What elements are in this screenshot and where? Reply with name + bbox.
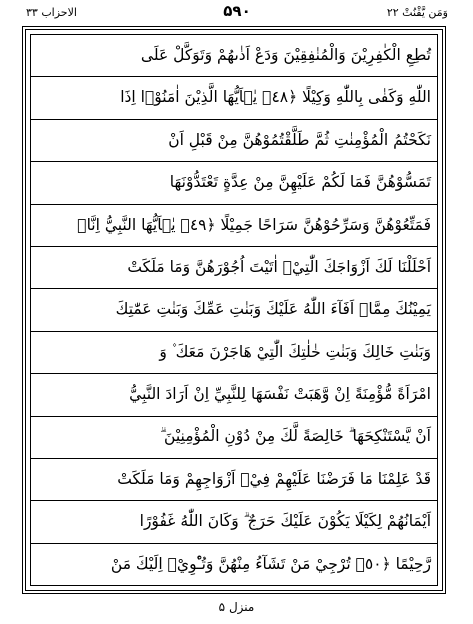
juz-name: وَمَن يَّقْنُتْ ٢٢ <box>386 6 448 19</box>
text-line: اللّٰهِ وَكَفٰى بِاللّٰهِ وَكِيْلًا ﴿٤٨﴾ يٰۤاَيُّهَا الَّذِيْنَ اٰمَنُوْۤا اِذَا <box>31 77 437 119</box>
text-line: اَحْلَلْنَا لَكَ اَزْوَاجَكَ الّٰتِيْۤ اٰتَيْتَ اُجُوْرَهُنَّ وَمَا مَلَكَتْ <box>31 247 437 289</box>
surah-name: الاحزاب ٣٣ <box>26 6 77 19</box>
text-line: امْرَاَةً مُّؤْمِنَةً اِنْ وَّهَبَتْ نَفْسَهَا لِلنَّبِيِّ اِنْ اَرَادَ النَّبِيُّ <box>31 374 437 416</box>
text-line: رَّحِيْمًا ﴿٥٠﴾ تُرْجِيْ مَنْ تَشَآءُ مِنْهُنَّ وَتُـْٔوِيْۤ اِلَيْكَ مَنْ <box>110 554 431 573</box>
page-header <box>22 2 452 24</box>
text-line: فَمَتِّعُوْهُنَّ وَسَرِّحُوْهُنَّ سَرَاحًا جَمِيْلًا ﴿٤٩﴾ يٰۤاَيُّهَا النَّبِيُّ اِنَّاۤ <box>31 205 437 247</box>
page-number: ۵۹۰ <box>223 2 251 20</box>
text-line: نَكَحْتُمُ الْمُؤْمِنٰتِ ثُمَّ طَلَّقْتُمُوْهُنَّ مِنْ قَبْلِ اَنْ <box>31 120 437 162</box>
manzil-footer: منزل ۵ <box>218 600 255 614</box>
text-line: اَيْمَانُهُمْ لِكَيْلَا يَكُوْنَ عَلَيْكَ حَرَجٌ ۗ وَكَانَ اللّٰهُ غَفُوْرًا <box>31 501 437 543</box>
text-line: يَمِيْنُكَ مِمَّاۤ اَفَآءَ اللّٰهُ عَلَيْكَ وَبَنٰتِ عَمِّكَ وَبَنٰتِ عَمّٰتِكَ <box>31 289 437 331</box>
text-line: قَدْ عَلِمْنَا مَا فَرَضْنَا عَلَيْهِمْ فِيْۤ اَزْوَاجِهِمْ وَمَا مَلَكَتْ <box>31 459 437 501</box>
text-line: تُطِعِ الْكٰفِرِيْنَ وَالْمُنٰفِقِيْنَ وَدَعْ اَذٰىهُمْ وَتَوَكَّلْ عَلَى <box>31 35 437 77</box>
text-block <box>30 34 438 586</box>
text-line: اَنْ يَّسْتَنْكِحَهَا ۗ خَالِصَةً لَّكَ مِنْ دُوْنِ الْمُؤْمِنِيْنَ ۗ <box>31 417 437 459</box>
text-line: وَبَنٰتِ خَالِكَ وَبَنٰتِ خٰلٰتِكَ الّٰتِيْ هَاجَرْنَ مَعَكَ ۫ وَ <box>31 332 437 374</box>
page-frame <box>22 26 446 594</box>
text-line: تَمَسُّوْهُنَّ فَمَا لَكُمْ عَلَيْهِنَّ مِنْ عِدَّةٍ تَعْتَدُّوْنَهَا <box>31 162 437 204</box>
